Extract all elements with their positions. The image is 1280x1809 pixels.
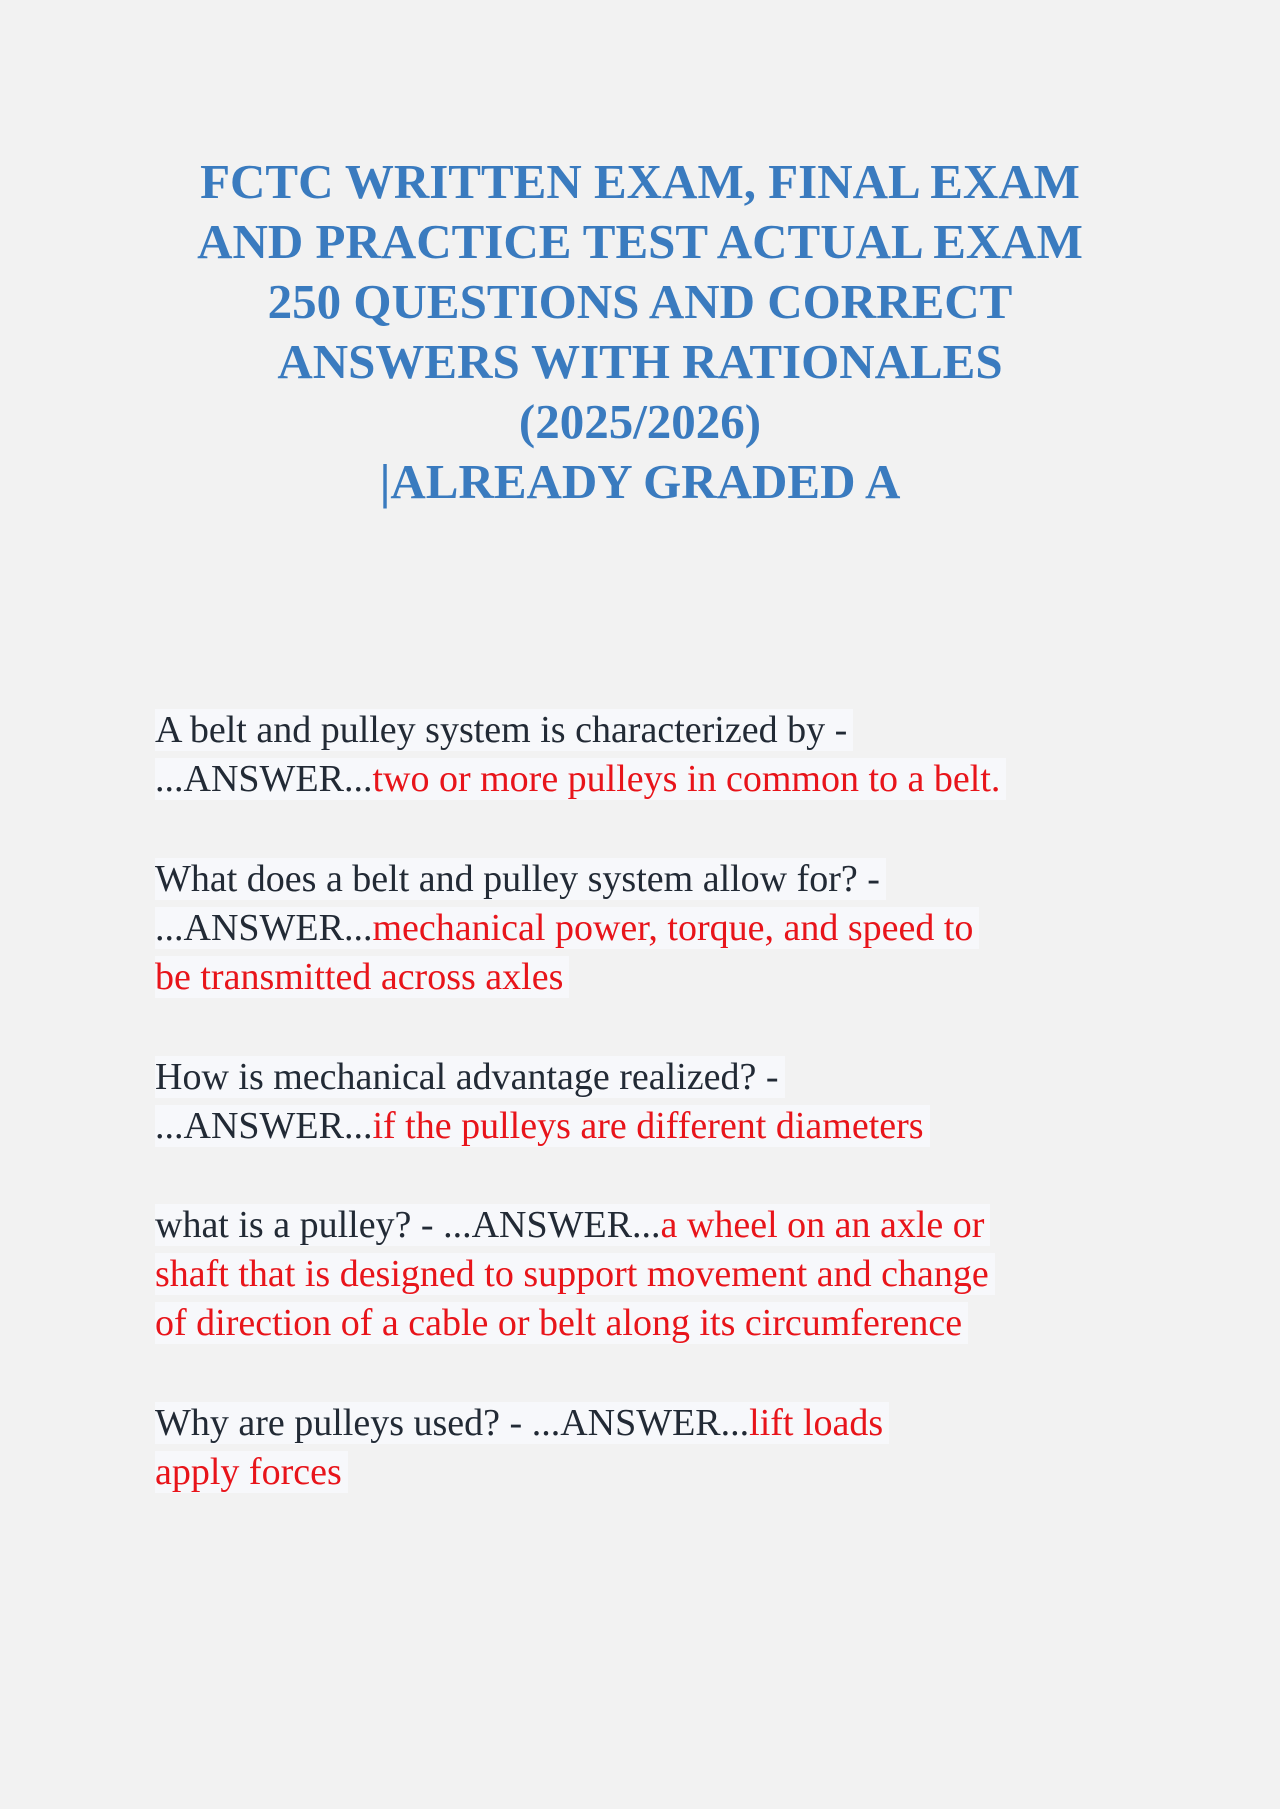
answer-text: lift loads	[749, 1402, 884, 1444]
title-line-6: |ALREADY GRADED A	[379, 454, 901, 509]
answer-marker: ...ANSWER...	[155, 1105, 373, 1147]
document-title	[140, 152, 1140, 512]
answer-text: if the pulleys are different diameters	[372, 1105, 924, 1147]
answer-marker: ...ANSWER...	[531, 1402, 750, 1444]
question-text: What does a belt and pulley system allow for? -	[155, 858, 886, 900]
question-text: A belt and pulley system is characterized by -	[155, 709, 853, 751]
question-text: what is a pulley? -	[155, 1204, 444, 1246]
answer-text-continued: be transmitted across axles	[155, 956, 564, 998]
answer-marker: ...ANSWER...	[155, 758, 373, 800]
title-line-5: (2025/2026)	[518, 394, 762, 449]
title-line-3: 250 QUESTIONS AND CORRECT	[267, 274, 1013, 329]
answer-text: two or more pulleys in common to a belt.	[372, 758, 1001, 800]
answer-text: a wheel on an axle or	[660, 1204, 985, 1246]
qa-item-3	[155, 1053, 1115, 1151]
question-text: Why are pulleys used? -	[155, 1402, 532, 1444]
qa-item-4	[155, 1201, 1115, 1348]
answer-marker: ...ANSWER...	[155, 907, 373, 949]
qa-item-1	[155, 706, 1115, 804]
title-line-2: AND PRACTICE TEST ACTUAL EXAM	[197, 214, 1083, 269]
qa-item-5	[155, 1399, 1115, 1497]
question-text: How is mechanical advantage realized? -	[155, 1056, 785, 1098]
title-line-4: ANSWERS WITH RATIONALES	[277, 334, 1003, 389]
answer-text-continued: shaft that is designed to support movement and change	[155, 1253, 989, 1295]
answer-text-continued: apply forces	[155, 1451, 342, 1493]
qa-item-2	[155, 855, 1115, 1002]
answer-text: mechanical power, torque, and speed to	[372, 907, 974, 949]
title-line-1: FCTC WRITTEN EXAM, FINAL EXAM	[200, 154, 1080, 209]
answer-marker: ...ANSWER...	[443, 1204, 661, 1246]
answer-text-continued: of direction of a cable or belt along its circumference	[155, 1302, 963, 1344]
